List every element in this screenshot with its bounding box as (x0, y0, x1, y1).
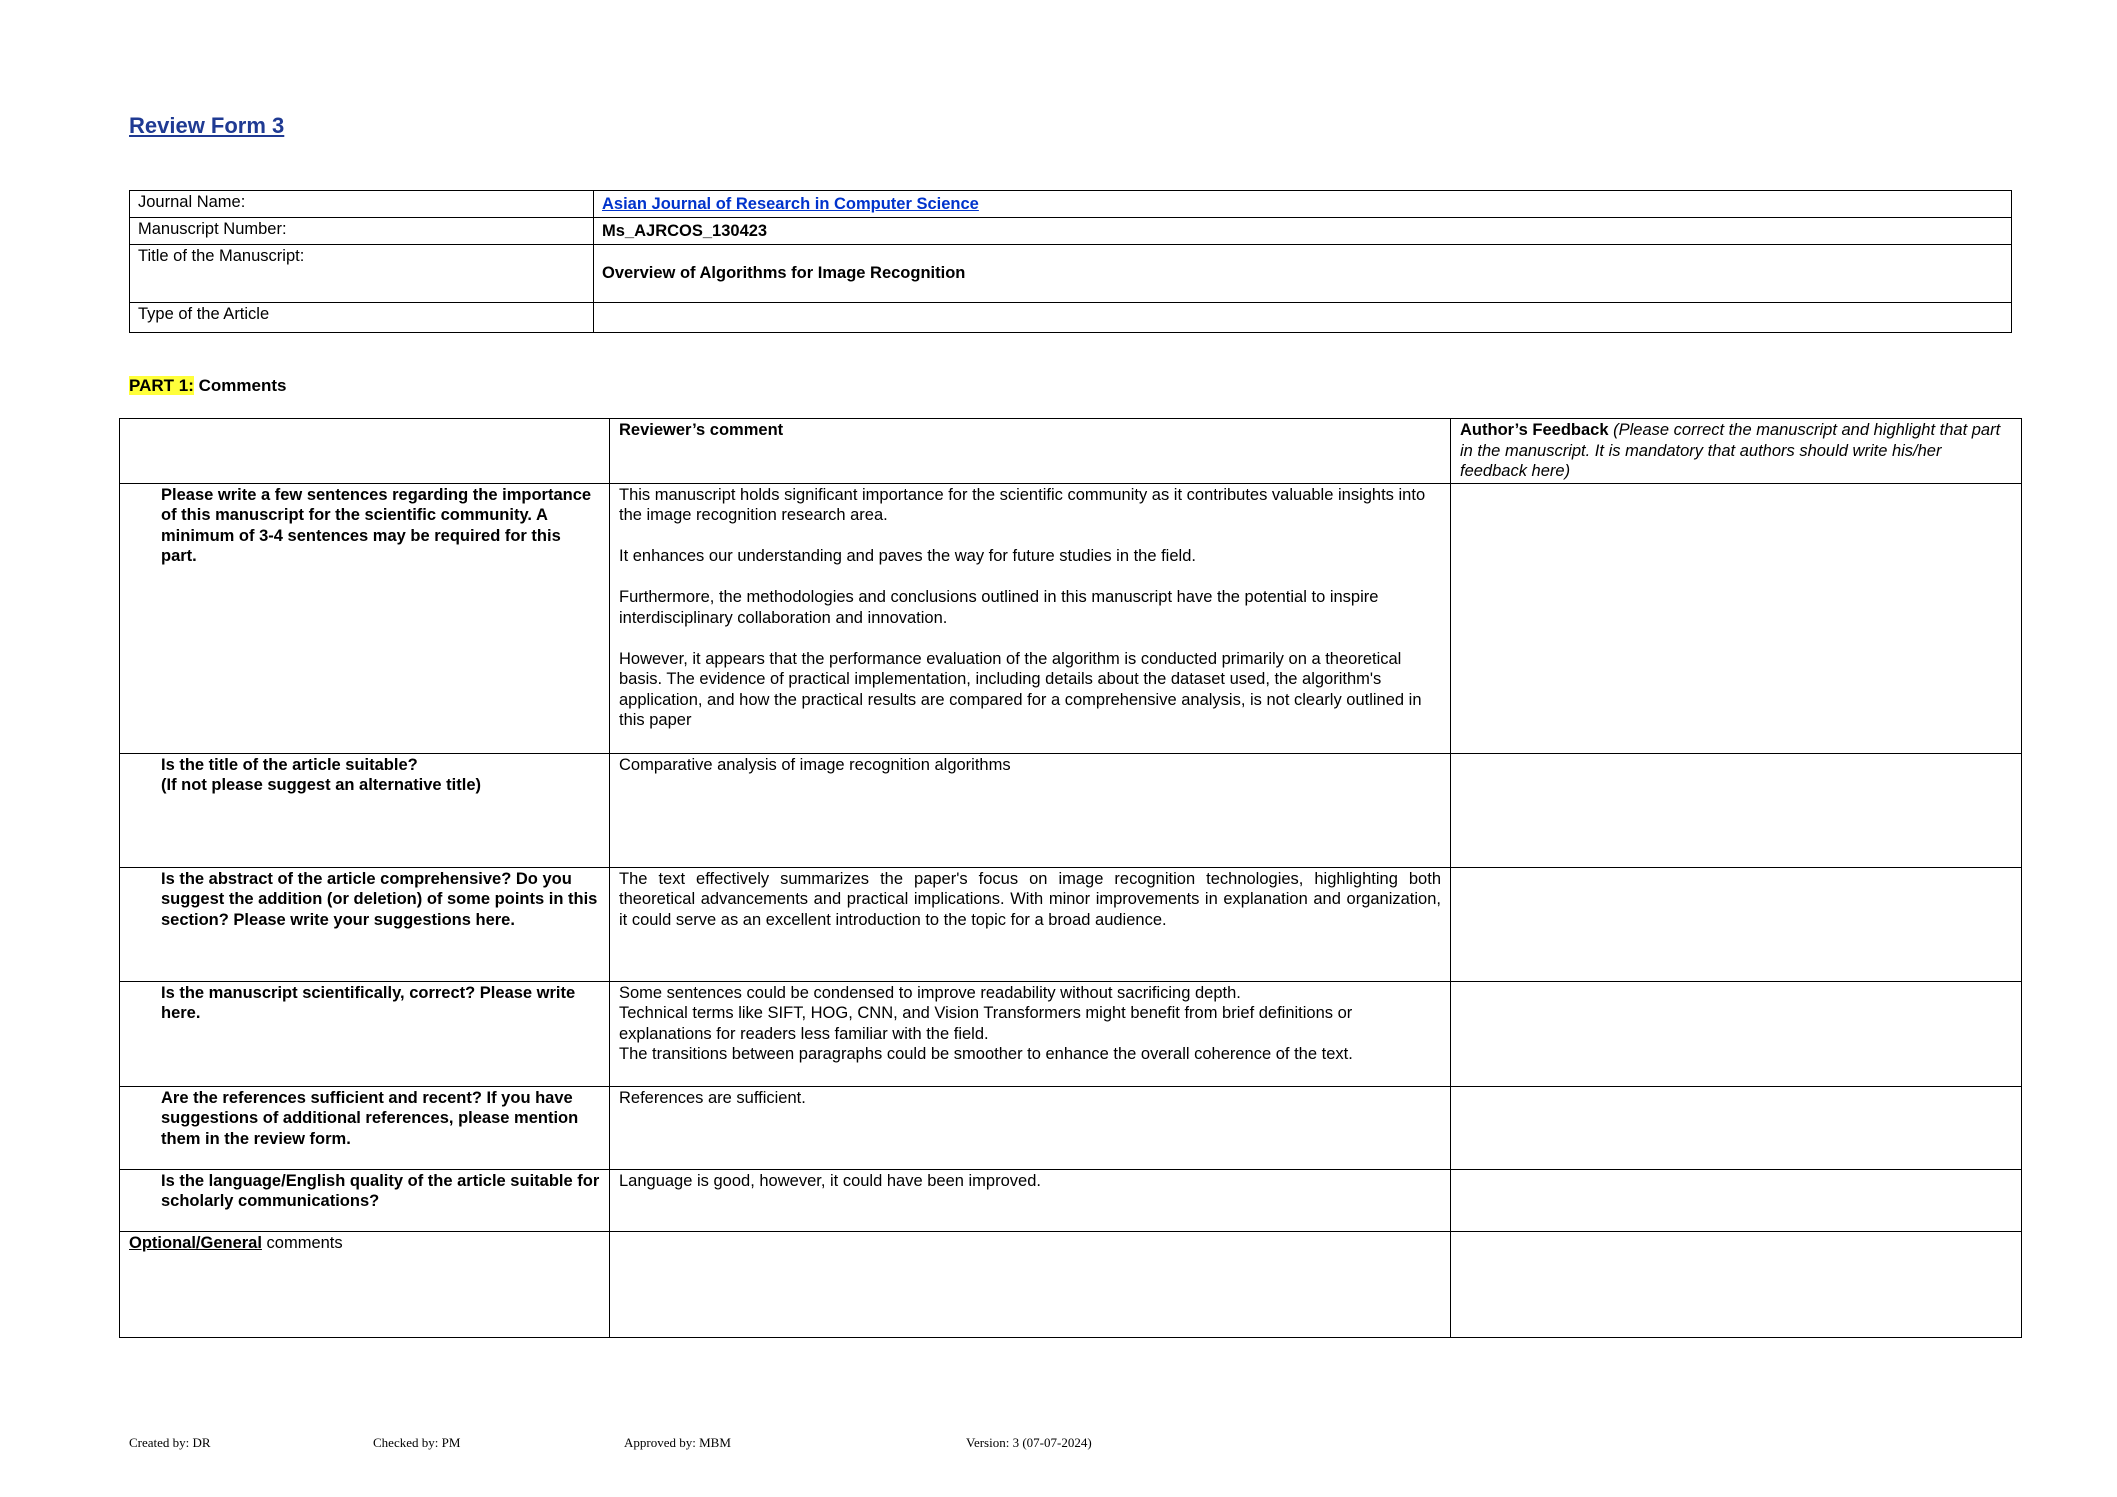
article-type-label: Type of the Article (130, 303, 594, 333)
title-suitability-question (120, 753, 610, 867)
reviewer-comment-header: Reviewer’s comment (610, 419, 1451, 484)
language-comment: Language is good, however, it could have been improved. (610, 1169, 1451, 1231)
importance-author-feedback[interactable] (1451, 483, 2022, 753)
optional-reviewer-comment[interactable] (610, 1231, 1451, 1337)
part1-label: PART 1: (129, 376, 194, 395)
optional-comments-label (120, 1231, 610, 1337)
manuscript-number-label: Manuscript Number: (130, 218, 594, 245)
scientific-bullet-2: Technical terms like SIFT, HOG, CNN, and Vision Transformers might benefit from brief definitions or explanations for readers less familiar with the field. (619, 1004, 1353, 1043)
manuscript-number-row (130, 218, 2012, 245)
abstract-author-feedback[interactable] (1451, 867, 2022, 981)
author-feedback-title: Author’s Feedback (1460, 421, 1609, 439)
importance-question: Please write a few sentences regarding the importance of this manuscript for the scientific community. A minimum of 3-4 sentences may be required for this part. (120, 483, 610, 753)
author-feedback-instructions: (Please correct the manuscript and highlight that part in the manuscript. It is mandatory that authors should write his/her feedback here) (1460, 421, 2001, 480)
importance-paragraph-4: However, it appears that the performance evaluation of the algorithm is conducted primarily on a theoretical basis. The evidence of practical implementation, including details about the dataset used, the algorithm's application, and how the practical results are compared for a comprehensive analysis, is not clearly outlined in this paper (619, 649, 1422, 729)
part1-title: Comments (198, 376, 287, 395)
manuscript-info-table (129, 190, 2012, 333)
abstract-question: Is the abstract of the article comprehensive? Do you suggest the addition (or deletion) of some points in this section? Please write your suggestions here. (120, 867, 610, 981)
language-question: Is the language/English quality of the article suitable for scholarly communications? (120, 1169, 610, 1231)
title-question-line-1: Is the title of the article suitable? (161, 755, 418, 774)
language-row (120, 1169, 2022, 1231)
references-author-feedback[interactable] (1451, 1086, 2022, 1169)
optional-comments-row (120, 1231, 2022, 1337)
optional-comments-word: comments (261, 1233, 343, 1252)
title-suitability-row (120, 753, 2022, 867)
footer-version: Version: 3 (07-07-2024) (966, 1435, 1092, 1450)
header-empty-cell (120, 419, 610, 484)
journal-row (130, 191, 2012, 218)
article-type-row (130, 303, 2012, 333)
scientific-question: Is the manuscript scientifically, correct? Please write here. (120, 981, 610, 1086)
form-title: Review Form 3 (129, 113, 285, 138)
footer-checked-by: Checked by: PM (373, 1435, 461, 1450)
abstract-comment: The text effectively summarizes the paper's focus on image recognition technologies, highlighting both theoretical advancements and practical implications. With minor improvements in explanation and organization, it could serve as an excellent introduction to the topic for a broad audience. (610, 867, 1451, 981)
title-question-line-2: (If not please suggest an alternative title) (161, 776, 481, 794)
part1-heading (129, 376, 286, 396)
scientific-bullet-1: Some sentences could be condensed to improve readability without sacrificing depth. (619, 983, 1241, 1002)
references-question: Are the references sufficient and recent? If you have suggestions of additional references, please mention them in the review form. (120, 1086, 610, 1169)
scientific-author-feedback[interactable] (1451, 981, 2022, 1086)
importance-row (120, 483, 2022, 753)
references-row (120, 1086, 2022, 1169)
comments-table (119, 418, 2022, 1338)
importance-paragraph-3: Furthermore, the methodologies and conclusions outlined in this manuscript have the potential to inspire interdisciplinary collaboration and innovation. (619, 588, 1379, 627)
language-author-feedback[interactable] (1451, 1169, 2022, 1231)
title-label: Title of the Manuscript: (130, 245, 594, 303)
title-author-feedback[interactable] (1451, 753, 2022, 867)
article-type-value[interactable] (594, 303, 2012, 333)
importance-paragraph-2: It enhances our understanding and paves the way for future studies in the field. (619, 547, 1196, 565)
abstract-row (120, 867, 2022, 981)
journal-link[interactable]: Asian Journal of Research in Computer Science (602, 195, 979, 213)
header-row (120, 419, 2022, 484)
references-comment: References are sufficient. (610, 1086, 1451, 1169)
title-value: Overview of Algorithms for Image Recognition (594, 245, 2012, 303)
importance-comment (610, 483, 1451, 753)
scientific-bullet-3: The transitions between paragraphs could be smoother to enhance the overall coherence of the text. (619, 1045, 1353, 1063)
author-feedback-header (1451, 419, 2022, 484)
title-row (130, 245, 2012, 303)
title-suitability-comment: Comparative analysis of image recognition algorithms (610, 753, 1451, 867)
scientific-row (120, 981, 2022, 1086)
manuscript-number-value: Ms_AJRCOS_130423 (594, 218, 2012, 245)
journal-value-cell (594, 191, 2012, 218)
footer-approved-by: Approved by: MBM (624, 1435, 731, 1450)
footer-created-by: Created by: DR (129, 1435, 211, 1450)
scientific-comment (610, 981, 1451, 1086)
importance-paragraph-1: This manuscript holds significant importance for the scientific community as it contributes valuable insights into the image recognition research area. (619, 485, 1426, 524)
optional-author-feedback[interactable] (1451, 1231, 2022, 1337)
journal-label: Journal Name: (130, 191, 594, 218)
optional-general-label: Optional/General (129, 1233, 262, 1252)
